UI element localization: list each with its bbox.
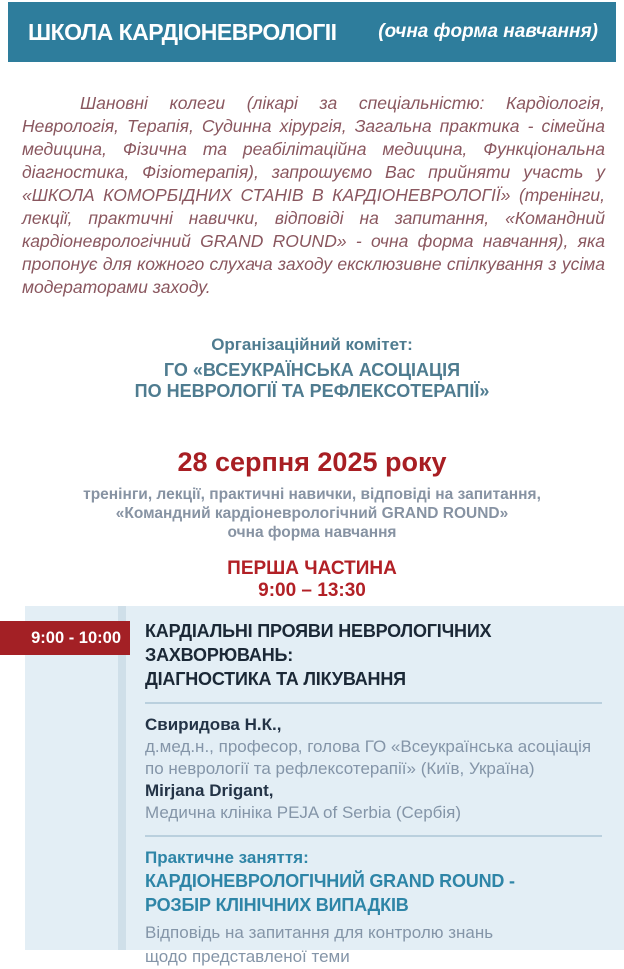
event-date-section <box>0 446 624 542</box>
speaker-row <box>145 780 602 824</box>
committee-name <box>0 360 624 402</box>
part-section <box>0 558 624 602</box>
practical-description-line2: щодо представленої теми <box>145 947 350 966</box>
practical-title-line1: КАРДІОНЕВРОЛОГІЧНИЙ GRAND ROUND - <box>145 871 515 891</box>
training-format-note: (очна форма навчання) <box>378 21 598 42</box>
practical-session-block <box>145 847 602 969</box>
practical-title <box>145 869 602 917</box>
speakers-block <box>145 714 602 824</box>
event-description <box>0 485 624 542</box>
time-slot-badge: 9:00 - 10:00 <box>0 621 130 655</box>
speaker-name: Свиридова Н.К., <box>145 715 282 734</box>
section-divider <box>145 835 602 837</box>
committee-name-line2: ПО НЕВРОЛОГІЇ ТА РЕФЛЕКСОТЕРАПІЇ» <box>134 381 490 401</box>
schedule-panel <box>25 606 624 966</box>
practical-description <box>145 921 602 969</box>
intro-paragraph: Шановні колеги (лікарі за спеціальністю: Кардіологія, Неврологія, Терапія, Судинна хірургія, Загальна практика - сімейна медицина, Фізична та реабілітаційна медицина, Функціональна діагностика, Фізіотерапія), запрошуємо Вас прийняти участь у «ШКОЛА КОМОРБІДНИХ СТАНІВ В КАРДІОНЕВРОЛОГІЇ» (тренінги, лекції, практичні навички, відповіді на запитання, «Командний кардіоневрологічний GRAND ROUND» - очна форма навчання), яка пропонує для кожного слухача заходу ексклюзивне спілкування з усіма модераторами заходу. <box>22 93 605 297</box>
event-description-line2: «Командний кардіоневрологічний GRAND ROUND» <box>115 505 509 522</box>
session-title <box>145 619 602 691</box>
practical-label: Практичне заняття: <box>145 848 309 867</box>
part-time-range: 9:00 – 13:30 <box>258 580 366 601</box>
event-description-line1: тренінги, лекції, практичні навички, відповіді на запитання, <box>83 486 541 503</box>
header-banner <box>8 2 616 62</box>
schedule-content <box>145 606 624 966</box>
part-title: ПЕРША ЧАСТИНА <box>227 558 397 579</box>
page-title: ШКОЛА КАРДІОНЕВРОЛОГІІ <box>28 18 337 45</box>
committee-name-line1: ГО «ВСЕУКРАЇНСЬКА АСОЦІАЦІЯ <box>163 360 461 380</box>
speaker-affiliation: Медична клініка PEJA of Serbia (Сербія) <box>145 803 462 822</box>
session-title-line2: ДІАГНОСТИКА ТА ЛІКУВАННЯ <box>145 669 406 689</box>
event-description-line3: очна форма навчання <box>227 524 397 541</box>
speaker-row <box>145 714 602 780</box>
speaker-name: Mirjana Drigant, <box>145 781 274 800</box>
event-date: 28 серпня 2025 року <box>177 447 447 477</box>
section-divider <box>145 702 602 704</box>
committee-label: Організаційний комітет: <box>211 335 413 354</box>
speaker-affiliation: д.мед.н., професор, голова ГО «Всеукраїнська асоціація по неврології та рефлексотерапії» (Київ, Україна) <box>145 737 592 778</box>
practical-description-line1: Відповідь на запитання для контролю знань <box>145 923 494 942</box>
session-title-line1: КАРДІАЛЬНІ ПРОЯВИ НЕВРОЛОГІЧНИХ ЗАХВОРЮВАНЬ: <box>145 621 492 665</box>
committee-section <box>0 335 624 402</box>
practical-title-line2: РОЗБІР КЛІНІЧНИХ ВИПАДКІВ <box>145 895 409 915</box>
vertical-divider-strip <box>118 606 126 950</box>
